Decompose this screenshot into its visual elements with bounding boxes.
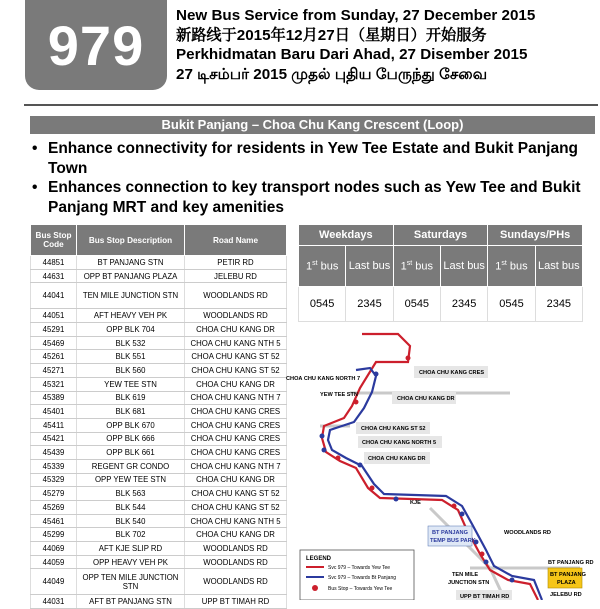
stop-code: 45261 — [31, 350, 77, 364]
road-name: WOODLANDS RD — [185, 569, 287, 595]
stop-description: BLK 563 — [77, 487, 185, 501]
table-row — [31, 309, 287, 323]
map-label-jelebu: JELEBU RD — [550, 592, 582, 598]
bus-stop-table — [30, 224, 287, 609]
table-row — [31, 283, 287, 309]
table-row — [31, 336, 287, 350]
map-label-cck-north5: CHOA CHU KANG NORTH 5 — [362, 440, 437, 446]
map-label-cck-cres: CHOA CHU KANG CRES — [419, 370, 485, 376]
stop-code: 44059 — [31, 555, 77, 569]
stop-description: BLK 560 — [77, 364, 185, 378]
legend-item-bus-stop: Bus Stop – Towards Yew Tee — [328, 586, 393, 592]
table-row — [31, 446, 287, 460]
table-row — [31, 364, 287, 378]
legend-item-bt-panjang: Svc 979 – Towards Bt Panjang — [328, 575, 397, 581]
route-title: Bukit Panjang – Choa Chu Kang Crescent (Loop) — [30, 116, 595, 134]
stop-code: 45269 — [31, 501, 77, 515]
sunday-first-bus: 0545 — [488, 287, 535, 322]
stop-description: OPP BLK 704 — [77, 323, 185, 337]
road-name: CHOA CHU KANG CRES — [185, 446, 287, 460]
stop-description: OPP BLK 670 — [77, 418, 185, 432]
col-header-code: Bus Stop Code — [31, 225, 77, 256]
stop-code: 45439 — [31, 446, 77, 460]
first-last-bus-table — [298, 224, 583, 322]
stop-description: OPP BT PANJANG PLAZA — [77, 269, 185, 283]
road-name: CHOA CHU KANG DR — [185, 528, 287, 542]
map-label-upp-bt-timah: UPP BT TIMAH RD — [460, 594, 510, 600]
last-bus-header: Last bus — [535, 246, 582, 287]
road-name: WOODLANDS RD — [185, 555, 287, 569]
stop-code: 44631 — [31, 269, 77, 283]
stop-description: BLK 619 — [77, 391, 185, 405]
stop-description: REGENT GR CONDO — [77, 459, 185, 473]
table-row — [31, 459, 287, 473]
stop-description: BLK 681 — [77, 405, 185, 419]
stop-code: 45461 — [31, 514, 77, 528]
table-row — [31, 555, 287, 569]
stop-code: 45401 — [31, 405, 77, 419]
col-header-description: Bus Stop Description — [77, 225, 185, 256]
table-row — [31, 487, 287, 501]
road-name: CHOA CHU KANG ST 52 — [185, 501, 287, 515]
stop-description: BLK 532 — [77, 336, 185, 350]
route-map — [280, 318, 600, 600]
map-label-cck-st52: CHOA CHU KANG ST 52 — [361, 426, 426, 432]
col-header-road: Road Name — [185, 225, 287, 256]
benefit-item: • Enhance connectivity for residents in Yew Tee Estate and Bukit Panjang Town — [30, 139, 595, 178]
road-name: CHOA CHU KANG ST 52 — [185, 364, 287, 378]
table-row — [31, 501, 287, 515]
road-name: CHOA CHU KANG NTH 5 — [185, 336, 287, 350]
stop-code: 44041 — [31, 283, 77, 309]
stop-code: 45329 — [31, 473, 77, 487]
header-english: New Bus Service from Sunday, 27 December 2015 — [176, 7, 536, 24]
road-name: CHOA CHU KANG ST 52 — [185, 350, 287, 364]
first-bus-header: 1st bus — [393, 246, 440, 287]
benefits-list — [30, 139, 595, 217]
table-row — [31, 256, 287, 270]
stop-description: OPP HEAVY VEH PK — [77, 555, 185, 569]
road-name: CHOA CHU KANG DR — [185, 377, 287, 391]
stop-code: 45299 — [31, 528, 77, 542]
road-name: PETIR RD — [185, 256, 287, 270]
map-label-woodlands: WOODLANDS RD — [504, 530, 551, 536]
stop-description: OPP BLK 666 — [77, 432, 185, 446]
last-bus-header: Last bus — [346, 246, 393, 287]
map-label-kje: KJE — [410, 500, 421, 506]
map-label-cck-dr-1: CHOA CHU KANG DR — [397, 396, 455, 402]
stop-description: OPP TEN MILE JUNCTION STN — [77, 569, 185, 595]
stop-description: AFT HEAVY VEH PK — [77, 309, 185, 323]
table-row — [31, 405, 287, 419]
road-name: CHOA CHU KANG ST 52 — [185, 487, 287, 501]
stop-description: AFT BT PANJANG STN — [77, 595, 185, 609]
stop-description: TEN MILE JUNCTION STN — [77, 283, 185, 309]
benefit-item: • Enhances connection to key transport nodes such as Yew Tee and Bukit Panjang MRT and key amenities — [30, 178, 595, 217]
last-bus-header: Last bus — [440, 246, 487, 287]
table-row — [31, 569, 287, 595]
table-row — [31, 542, 287, 556]
stop-description: YEW TEE STN — [77, 377, 185, 391]
table-row — [31, 269, 287, 283]
sunday-last-bus: 2345 — [535, 287, 582, 322]
road-name: CHOA CHU KANG NTH 5 — [185, 514, 287, 528]
divider — [24, 104, 598, 106]
road-name: WOODLANDS RD — [185, 283, 287, 309]
table-row — [31, 377, 287, 391]
group-weekdays: Weekdays — [299, 225, 394, 246]
map-label-bp-temp-2: TEMP BUS PARK — [430, 538, 476, 544]
stop-code: 44031 — [31, 595, 77, 609]
map-label-cck-dr-2: CHOA CHU KANG DR — [368, 456, 426, 462]
road-name: WOODLANDS RD — [185, 309, 287, 323]
stop-description: BLK 702 — [77, 528, 185, 542]
stop-description: BLK 540 — [77, 514, 185, 528]
road-name: CHOA CHU KANG CRES — [185, 418, 287, 432]
header-tamil: 27 டிசம்பர் 2015 முதல் புதிய பேருந்து சேவை — [176, 65, 488, 83]
map-label-bp-plaza-2: PLAZA — [557, 580, 576, 586]
map-label-ten-mile-2: JUNCTION STN — [448, 580, 490, 586]
road-name: JELEBU RD — [185, 269, 287, 283]
table-row — [31, 391, 287, 405]
map-label-yew-tee: YEW TEE STN — [320, 392, 358, 398]
first-bus-header: 1st bus — [299, 246, 346, 287]
weekday-last-bus: 2345 — [346, 287, 393, 322]
stop-code: 45321 — [31, 377, 77, 391]
table-row — [31, 528, 287, 542]
stop-code: 44069 — [31, 542, 77, 556]
map-label-bp-rd: BT PANJANG RD — [548, 560, 594, 566]
legend-item-yew-tee: Svc 979 – Towards Yew Tee — [328, 565, 391, 571]
service-number-badge: 979 — [25, 0, 167, 90]
road-name: CHOA CHU KANG CRES — [185, 432, 287, 446]
map-legend — [300, 550, 414, 600]
stop-description: OPP YEW TEE STN — [77, 473, 185, 487]
table-row — [31, 350, 287, 364]
road-name: CHOA CHU KANG DR — [185, 473, 287, 487]
table-row — [31, 323, 287, 337]
stop-code: 44851 — [31, 256, 77, 270]
stop-code: 45291 — [31, 323, 77, 337]
stop-code: 45389 — [31, 391, 77, 405]
stop-code: 45421 — [31, 432, 77, 446]
weekday-first-bus: 0545 — [299, 287, 346, 322]
road-name: UPP BT TIMAH RD — [185, 595, 287, 609]
stop-code: 45271 — [31, 364, 77, 378]
road-name: CHOA CHU KANG DR — [185, 323, 287, 337]
road-name: CHOA CHU KANG NTH 7 — [185, 459, 287, 473]
announcement-header — [176, 6, 586, 84]
map-label-ten-mile-1: TEN MILE — [452, 572, 479, 578]
stop-code: 45469 — [31, 336, 77, 350]
legend-title: LEGEND — [306, 556, 332, 562]
map-label-cck-north7: CHOA CHU KANG NORTH 7 — [286, 376, 361, 382]
table-row — [31, 514, 287, 528]
stop-code: 45411 — [31, 418, 77, 432]
group-sundays: Sundays/PHs — [488, 225, 583, 246]
saturday-last-bus: 2345 — [440, 287, 487, 322]
table-row — [31, 595, 287, 609]
stop-description: BLK 551 — [77, 350, 185, 364]
group-saturdays: Saturdays — [393, 225, 488, 246]
stop-description: AFT KJE SLIP RD — [77, 542, 185, 556]
stop-description: OPP BLK 661 — [77, 446, 185, 460]
stop-description: BT PANJANG STN — [77, 256, 185, 270]
road-name: CHOA CHU KANG CRES — [185, 405, 287, 419]
stop-description: BLK 544 — [77, 501, 185, 515]
table-row — [31, 473, 287, 487]
header-malay: Perkhidmatan Baru Dari Ahad, 27 Disember 2015 — [176, 46, 528, 63]
header-chinese: 新路线于2015年12月27日（星期日）开始服务 — [176, 26, 487, 44]
saturday-first-bus: 0545 — [393, 287, 440, 322]
table-row — [31, 432, 287, 446]
road-name: CHOA CHU KANG NTH 7 — [185, 391, 287, 405]
first-bus-header: 1st bus — [488, 246, 535, 287]
stop-code: 45339 — [31, 459, 77, 473]
stop-code: 45279 — [31, 487, 77, 501]
table-row — [31, 418, 287, 432]
stop-code: 44049 — [31, 569, 77, 595]
stop-code: 44051 — [31, 309, 77, 323]
map-label-bp-plaza-1: BT PANJANG — [550, 572, 586, 578]
road-name: WOODLANDS RD — [185, 542, 287, 556]
map-label-bp-temp-1: BT PANJANG — [432, 530, 468, 536]
